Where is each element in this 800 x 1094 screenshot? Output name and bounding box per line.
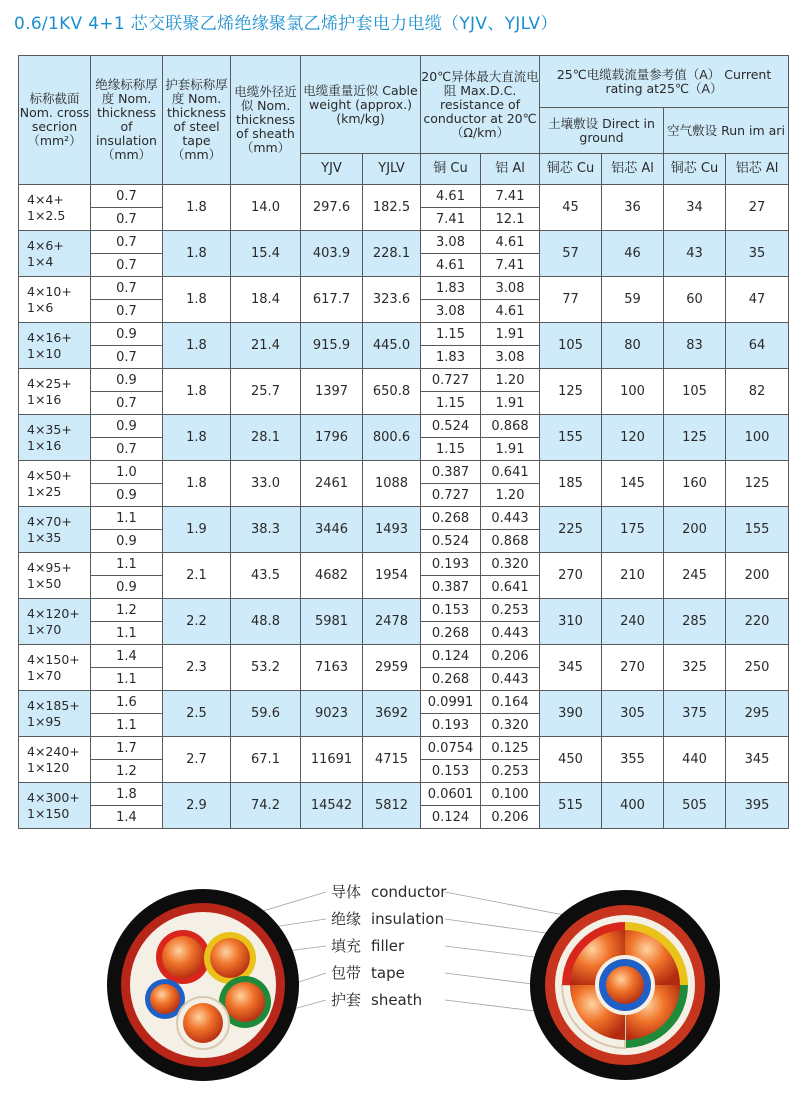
- cell-tape: 2.1: [163, 553, 231, 599]
- cell-al1: 0.164: [481, 691, 540, 714]
- cable-cross-section-diagram: [0, 860, 800, 1094]
- cell-al2: 1.91: [481, 438, 540, 461]
- cell-al1: 0.641: [481, 461, 540, 484]
- cell-a-cu: 43: [664, 231, 726, 277]
- page-title: 0.6/1KV 4+1 芯交联聚乙烯绝缘聚氯乙烯护套电力电缆（YJV、YJLV）: [14, 14, 558, 34]
- header-air-cu: 铜芯 Cu: [664, 154, 726, 185]
- cell-a-cu: 375: [664, 691, 726, 737]
- cell-ins1: 0.9: [91, 323, 163, 346]
- cell-yjv: 617.7: [301, 277, 363, 323]
- cell-al1: 0.320: [481, 553, 540, 576]
- table-row: [19, 369, 789, 392]
- cell-g-cu: 390: [540, 691, 602, 737]
- cell-yjv: 1397: [301, 369, 363, 415]
- cell-a-al: 220: [726, 599, 789, 645]
- cell-a-al: 155: [726, 507, 789, 553]
- cell-spec-line: 4×10+: [27, 283, 72, 299]
- cell-spec-line: 4×95+: [27, 559, 72, 575]
- cell-al2: 0.206: [481, 806, 540, 829]
- cell-cu2: 0.193: [421, 714, 481, 737]
- legend-label-cn: 填充: [331, 937, 362, 955]
- cell-yjlv: 182.5: [363, 185, 421, 231]
- cell-dia: 67.1: [231, 737, 301, 783]
- cell-spec-line: 1×16: [27, 437, 62, 453]
- cell-spec: [19, 737, 91, 783]
- cell-spec: [19, 691, 91, 737]
- cell-dia: 18.4: [231, 277, 301, 323]
- cell-yjv: 14542: [301, 783, 363, 829]
- cell-dia: 43.5: [231, 553, 301, 599]
- cell-al2: 4.61: [481, 300, 540, 323]
- cell-g-al: 46: [602, 231, 664, 277]
- table-row: [19, 737, 789, 760]
- cell-g-al: 175: [602, 507, 664, 553]
- cell-yjv: 7163: [301, 645, 363, 691]
- cell-spec-line: 1×70: [27, 621, 62, 637]
- cell-cu2: 3.08: [421, 300, 481, 323]
- cell-spec-line: 4×4+: [27, 191, 64, 207]
- cell-g-cu: 185: [540, 461, 602, 507]
- cell-g-al: 210: [602, 553, 664, 599]
- legend-label-cn: 导体: [331, 883, 362, 901]
- cell-yjv: 403.9: [301, 231, 363, 277]
- cell-cu1: 0.268: [421, 507, 481, 530]
- cell-a-al: 345: [726, 737, 789, 783]
- cell-cu2: 0.124: [421, 806, 481, 829]
- cable-left: [107, 889, 299, 1081]
- cell-dia: 59.6: [231, 691, 301, 737]
- cell-cu1: 3.08: [421, 231, 481, 254]
- cell-cu1: 0.727: [421, 369, 481, 392]
- cell-a-cu: 160: [664, 461, 726, 507]
- cell-yjlv: 1954: [363, 553, 421, 599]
- table-row: [19, 553, 789, 576]
- header-ground-cu: 铜芯 Cu: [540, 154, 602, 185]
- cell-dia: 25.7: [231, 369, 301, 415]
- cell-spec-line: 4×70+: [27, 513, 72, 529]
- cell-ins2: 0.7: [91, 254, 163, 277]
- cell-ins2: 0.9: [91, 576, 163, 599]
- table-row: [19, 461, 789, 484]
- cell-yjv: 2461: [301, 461, 363, 507]
- cell-al2: 1.91: [481, 392, 540, 415]
- cell-ins2: 1.4: [91, 806, 163, 829]
- cell-yjv: 3446: [301, 507, 363, 553]
- cell-spec-line: 1×150: [27, 805, 70, 821]
- cell-spec: [19, 645, 91, 691]
- cell-a-cu: 83: [664, 323, 726, 369]
- cell-a-cu: 125: [664, 415, 726, 461]
- cell-ins2: 0.7: [91, 438, 163, 461]
- cell-spec-line: 4×150+: [27, 651, 80, 667]
- cell-cu2: 1.83: [421, 346, 481, 369]
- cell-tape: 1.8: [163, 231, 231, 277]
- cell-dia: 38.3: [231, 507, 301, 553]
- header-current: 25℃电缆载流量参考值（A） Current rating at25℃（A）: [540, 56, 789, 108]
- cell-spec: [19, 323, 91, 369]
- cell-g-al: 400: [602, 783, 664, 829]
- cell-g-al: 120: [602, 415, 664, 461]
- cell-al2: 0.868: [481, 530, 540, 553]
- cell-cu1: 0.0754: [421, 737, 481, 760]
- cell-cu1: 0.524: [421, 415, 481, 438]
- table-row: [19, 415, 789, 438]
- cell-al2: 1.20: [481, 484, 540, 507]
- legend-label-en: sheath: [371, 991, 423, 1009]
- cell-spec-line: 4×35+: [27, 421, 72, 437]
- cell-g-cu: 225: [540, 507, 602, 553]
- header-cu: 铜 Cu: [421, 154, 481, 185]
- cell-dia: 15.4: [231, 231, 301, 277]
- cell-a-al: 200: [726, 553, 789, 599]
- cell-cu2: 1.15: [421, 438, 481, 461]
- cell-ins2: 0.7: [91, 346, 163, 369]
- cell-ins1: 1.0: [91, 461, 163, 484]
- cell-g-cu: 310: [540, 599, 602, 645]
- cell-cu2: 0.268: [421, 622, 481, 645]
- cell-g-al: 36: [602, 185, 664, 231]
- table-row: [19, 185, 789, 208]
- header-ground: 土壤敷设 Direct in ground: [540, 108, 664, 154]
- cell-spec-line: 1×2.5: [27, 207, 66, 223]
- cell-ins2: 1.1: [91, 668, 163, 691]
- cell-ins1: 0.7: [91, 277, 163, 300]
- cell-spec: [19, 231, 91, 277]
- cell-g-al: 59: [602, 277, 664, 323]
- cell-al2: 0.641: [481, 576, 540, 599]
- cell-tape: 1.8: [163, 185, 231, 231]
- cell-g-al: 100: [602, 369, 664, 415]
- cell-g-al: 240: [602, 599, 664, 645]
- cell-ins1: 0.7: [91, 231, 163, 254]
- cell-yjlv: 228.1: [363, 231, 421, 277]
- cell-ins2: 0.7: [91, 392, 163, 415]
- cell-tape: 1.8: [163, 415, 231, 461]
- cell-dia: 74.2: [231, 783, 301, 829]
- cell-tape: 2.2: [163, 599, 231, 645]
- header-al: 铝 Al: [481, 154, 540, 185]
- cell-a-al: 27: [726, 185, 789, 231]
- cell-al2: 7.41: [481, 254, 540, 277]
- table-row: [19, 323, 789, 346]
- table-row: [19, 645, 789, 668]
- cell-ins2: 0.9: [91, 530, 163, 553]
- cell-cu1: 0.124: [421, 645, 481, 668]
- cell-a-al: 47: [726, 277, 789, 323]
- cell-cu1: 1.15: [421, 323, 481, 346]
- cell-ins2: 0.7: [91, 208, 163, 231]
- cell-ins2: 1.2: [91, 760, 163, 783]
- cell-spec-line: 1×4: [27, 253, 54, 269]
- header-air-al: 铝芯 Al: [726, 154, 789, 185]
- legend-label-cn: 包带: [331, 964, 362, 982]
- cell-a-cu: 245: [664, 553, 726, 599]
- cell-tape: 1.8: [163, 277, 231, 323]
- cell-ins2: 0.9: [91, 484, 163, 507]
- cell-dia: 21.4: [231, 323, 301, 369]
- cell-cu2: 1.15: [421, 392, 481, 415]
- cell-cu2: 0.524: [421, 530, 481, 553]
- cell-yjlv: 323.6: [363, 277, 421, 323]
- cell-cu2: 4.61: [421, 254, 481, 277]
- cell-al1: 4.61: [481, 231, 540, 254]
- cell-ins2: 1.1: [91, 622, 163, 645]
- cell-cu2: 0.153: [421, 760, 481, 783]
- header-insulation: 绝缘标称厚度 Nom. thickness of insulation （mm）: [91, 56, 163, 185]
- cell-spec-line: 1×95: [27, 713, 62, 729]
- cell-yjlv: 1088: [363, 461, 421, 507]
- cell-yjlv: 800.6: [363, 415, 421, 461]
- cell-spec-line: 4×185+: [27, 697, 80, 713]
- cell-g-al: 305: [602, 691, 664, 737]
- cell-a-al: 82: [726, 369, 789, 415]
- cell-cu1: 4.61: [421, 185, 481, 208]
- cell-al1: 1.20: [481, 369, 540, 392]
- cell-g-al: 270: [602, 645, 664, 691]
- legend-label-en: conductor: [371, 883, 447, 901]
- header-section: 标称截面 Nom. cross secrion （mm²）: [19, 56, 91, 185]
- cell-a-al: 100: [726, 415, 789, 461]
- cell-g-al: 80: [602, 323, 664, 369]
- cell-spec: [19, 369, 91, 415]
- cell-spec-line: 1×50: [27, 575, 62, 591]
- cell-ins1: 0.9: [91, 415, 163, 438]
- cell-ins1: 1.1: [91, 507, 163, 530]
- cell-spec-line: 4×6+: [27, 237, 64, 253]
- legend-label-cn: 护套: [331, 991, 362, 1009]
- header-weight: 电缆重量近似 Cable weight (approx.) (km/kg): [301, 56, 421, 154]
- cell-spec-line: 1×6: [27, 299, 54, 315]
- cell-yjlv: 4715: [363, 737, 421, 783]
- cell-yjv: 11691: [301, 737, 363, 783]
- cell-dia: 14.0: [231, 185, 301, 231]
- cell-spec: [19, 461, 91, 507]
- cell-ins2: 0.7: [91, 300, 163, 323]
- cell-spec-line: 4×50+: [27, 467, 72, 483]
- cell-g-cu: 270: [540, 553, 602, 599]
- cell-tape: 2.5: [163, 691, 231, 737]
- cell-spec: [19, 553, 91, 599]
- table-row: [19, 783, 789, 806]
- cell-a-cu: 505: [664, 783, 726, 829]
- table-row: [19, 277, 789, 300]
- cell-dia: 53.2: [231, 645, 301, 691]
- cell-yjlv: 2478: [363, 599, 421, 645]
- cell-ins2: 1.1: [91, 714, 163, 737]
- cell-g-cu: 105: [540, 323, 602, 369]
- cell-al1: 0.443: [481, 507, 540, 530]
- cell-yjlv: 650.8: [363, 369, 421, 415]
- cell-a-cu: 34: [664, 185, 726, 231]
- header-yjv: YJV: [301, 154, 363, 185]
- cell-spec: [19, 599, 91, 645]
- cell-yjlv: 3692: [363, 691, 421, 737]
- cell-a-al: 250: [726, 645, 789, 691]
- cell-cu2: 0.387: [421, 576, 481, 599]
- cell-yjv: 1796: [301, 415, 363, 461]
- cell-a-al: 35: [726, 231, 789, 277]
- table-row: [19, 691, 789, 714]
- cell-yjv: 4682: [301, 553, 363, 599]
- cell-a-al: 64: [726, 323, 789, 369]
- header-ground-al: 铝芯 Al: [602, 154, 664, 185]
- cell-spec: [19, 277, 91, 323]
- cell-spec: [19, 185, 91, 231]
- cell-g-cu: 57: [540, 231, 602, 277]
- legend-label-en: insulation: [371, 910, 445, 928]
- cell-a-cu: 325: [664, 645, 726, 691]
- header-air: 空气敷设 Run im ari: [664, 108, 789, 154]
- cell-a-al: 395: [726, 783, 789, 829]
- table-row: [19, 507, 789, 530]
- cell-ins1: 1.8: [91, 783, 163, 806]
- cell-g-cu: 515: [540, 783, 602, 829]
- cell-g-cu: 345: [540, 645, 602, 691]
- cell-yjv: 297.6: [301, 185, 363, 231]
- cell-al2: 0.443: [481, 668, 540, 691]
- cell-g-al: 145: [602, 461, 664, 507]
- cell-al2: 0.443: [481, 622, 540, 645]
- cell-spec: [19, 507, 91, 553]
- cell-g-cu: 77: [540, 277, 602, 323]
- cell-tape: 1.8: [163, 323, 231, 369]
- cell-spec-line: 1×35: [27, 529, 62, 545]
- cell-al2: 0.320: [481, 714, 540, 737]
- cell-spec-line: 1×16: [27, 391, 62, 407]
- cell-tape: 2.7: [163, 737, 231, 783]
- cell-yjv: 9023: [301, 691, 363, 737]
- cell-tape: 1.8: [163, 461, 231, 507]
- cell-g-cu: 155: [540, 415, 602, 461]
- cell-cu2: 0.727: [421, 484, 481, 507]
- table-row: [19, 599, 789, 622]
- cell-al2: 0.253: [481, 760, 540, 783]
- cell-al1: 0.100: [481, 783, 540, 806]
- header-tape: 护套标称厚度 Nom. thickness of steel tape （mm）: [163, 56, 231, 185]
- cell-cu1: 1.83: [421, 277, 481, 300]
- cell-al2: 12.1: [481, 208, 540, 231]
- header-yjlv: YJLV: [363, 154, 421, 185]
- cell-spec: [19, 783, 91, 829]
- cell-spec-line: 1×120: [27, 759, 70, 775]
- cell-cu2: 7.41: [421, 208, 481, 231]
- table-row: [19, 231, 789, 254]
- cell-g-cu: 125: [540, 369, 602, 415]
- cell-yjv: 5981: [301, 599, 363, 645]
- cell-spec-line: 1×10: [27, 345, 62, 361]
- cell-yjlv: 445.0: [363, 323, 421, 369]
- legend-label-cn: 绝缘: [331, 910, 362, 928]
- cell-al1: 0.868: [481, 415, 540, 438]
- cell-tape: 1.9: [163, 507, 231, 553]
- cell-a-cu: 285: [664, 599, 726, 645]
- cell-cu1: 0.0601: [421, 783, 481, 806]
- cell-tape: 1.8: [163, 369, 231, 415]
- cell-yjlv: 5812: [363, 783, 421, 829]
- cell-dia: 33.0: [231, 461, 301, 507]
- cell-ins1: 1.4: [91, 645, 163, 668]
- cell-spec-line: 1×25: [27, 483, 62, 499]
- header-resistance: 20℃异体最大直流电阻 Max.D.C. resistance of conductor at 20℃（Ω/km）: [421, 56, 540, 154]
- cell-cu1: 0.153: [421, 599, 481, 622]
- cell-a-al: 295: [726, 691, 789, 737]
- cell-al1: 0.253: [481, 599, 540, 622]
- cell-yjv: 915.9: [301, 323, 363, 369]
- legend-label-en: tape: [371, 964, 405, 982]
- cell-a-cu: 60: [664, 277, 726, 323]
- cell-g-cu: 450: [540, 737, 602, 783]
- cell-ins1: 0.7: [91, 185, 163, 208]
- cell-ins1: 1.1: [91, 553, 163, 576]
- cell-spec-line: 4×120+: [27, 605, 80, 621]
- cell-al1: 0.206: [481, 645, 540, 668]
- cell-cu1: 0.0991: [421, 691, 481, 714]
- cell-dia: 28.1: [231, 415, 301, 461]
- cell-a-al: 125: [726, 461, 789, 507]
- cell-ins1: 1.2: [91, 599, 163, 622]
- cell-ins1: 1.7: [91, 737, 163, 760]
- cell-g-al: 355: [602, 737, 664, 783]
- cell-spec-line: 1×70: [27, 667, 62, 683]
- cell-spec-line: 4×25+: [27, 375, 72, 391]
- cell-yjlv: 2959: [363, 645, 421, 691]
- cell-tape: 2.9: [163, 783, 231, 829]
- cable-right: [530, 890, 720, 1080]
- cell-tape: 2.3: [163, 645, 231, 691]
- cable-spec-table: [18, 55, 789, 829]
- cell-al2: 3.08: [481, 346, 540, 369]
- cell-cu1: 0.193: [421, 553, 481, 576]
- cell-a-cu: 200: [664, 507, 726, 553]
- cell-ins1: 0.9: [91, 369, 163, 392]
- cell-ins1: 1.6: [91, 691, 163, 714]
- cell-a-cu: 105: [664, 369, 726, 415]
- cell-yjlv: 1493: [363, 507, 421, 553]
- cell-a-cu: 440: [664, 737, 726, 783]
- header-diameter: 电缆外径近似 Nom. thickness of sheath （mm）: [231, 56, 301, 185]
- legend-label-en: filler: [371, 937, 405, 955]
- cell-al1: 1.91: [481, 323, 540, 346]
- cell-g-cu: 45: [540, 185, 602, 231]
- cell-al1: 0.125: [481, 737, 540, 760]
- cell-al1: 7.41: [481, 185, 540, 208]
- cell-cu1: 0.387: [421, 461, 481, 484]
- cell-cu2: 0.268: [421, 668, 481, 691]
- cell-spec-line: 4×300+: [27, 789, 80, 805]
- cell-spec-line: 4×16+: [27, 329, 72, 345]
- cell-al1: 3.08: [481, 277, 540, 300]
- cell-spec-line: 4×240+: [27, 743, 80, 759]
- cell-spec: [19, 415, 91, 461]
- cell-dia: 48.8: [231, 599, 301, 645]
